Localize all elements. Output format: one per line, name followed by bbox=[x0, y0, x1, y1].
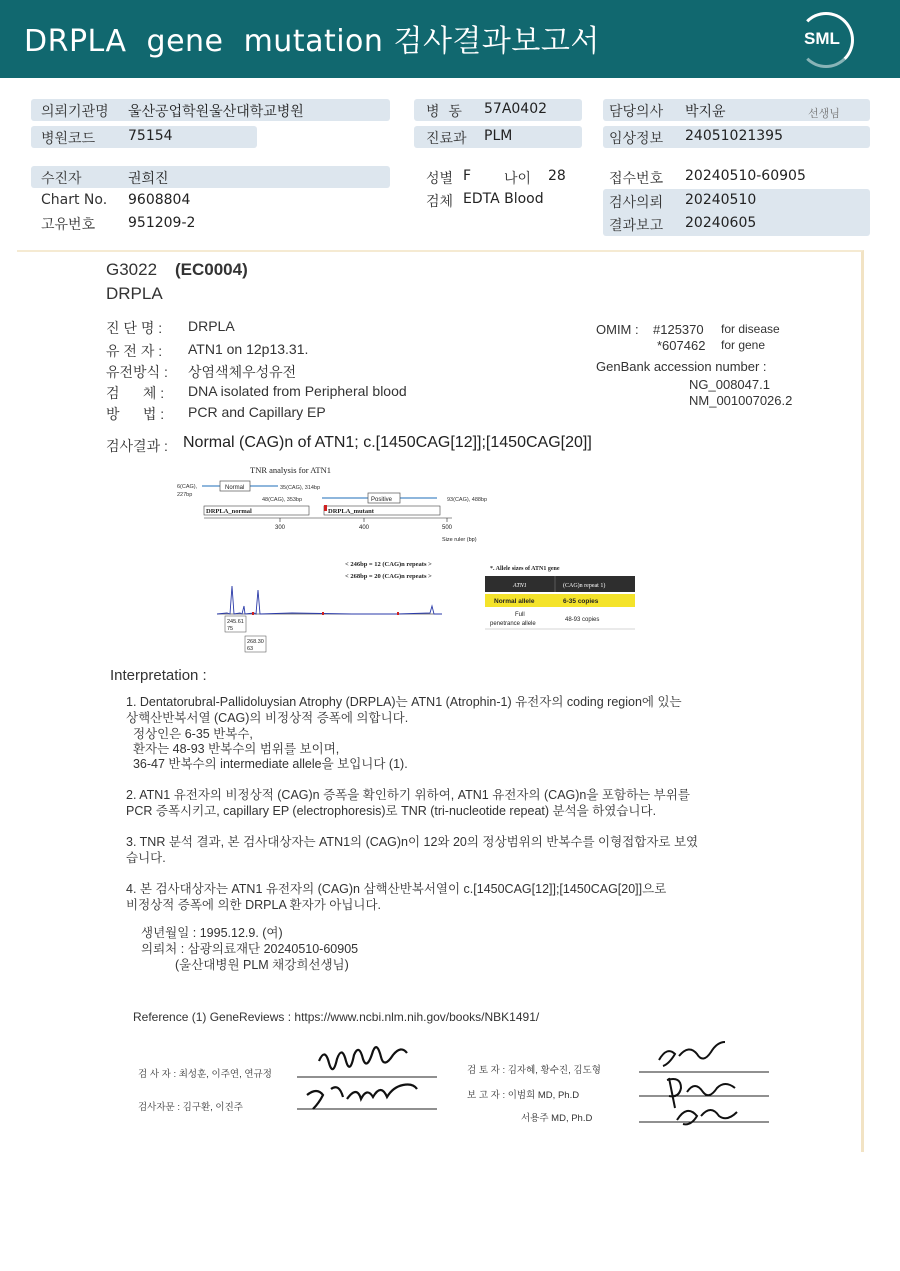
allele-table-head-2: (CAG)n repeat 1) bbox=[563, 583, 606, 589]
inheritance-label: 유전방식 : bbox=[106, 364, 168, 380]
scanned-report bbox=[17, 250, 864, 1152]
normal-allele-label: Normal allele bbox=[494, 598, 535, 605]
sex-label: 성별 bbox=[426, 171, 454, 187]
tnr-figure bbox=[172, 464, 642, 659]
reporter-signature bbox=[667, 1078, 735, 1108]
peak-2-size: 268.30 bbox=[247, 639, 264, 645]
method-label: 방 법 : bbox=[106, 406, 165, 422]
inheritance-value: 상염색체우성유전 bbox=[188, 364, 297, 380]
normal-allele-value: 6-35 copies bbox=[563, 598, 599, 605]
ward-label: 병 동 bbox=[426, 104, 462, 120]
interp-line-5: 36-47 반복수의 intermediate allele을 보입니다 (1). bbox=[126, 757, 408, 771]
requester-label: 의뢰기관명 bbox=[41, 104, 109, 120]
request-date-value: 20240510 bbox=[685, 192, 757, 208]
allele-table-head bbox=[485, 576, 635, 592]
specimen-label: 검체 bbox=[426, 194, 454, 210]
gene-value: ATN1 on 12p13.31. bbox=[188, 341, 309, 357]
genbank-ng: NG_008047.1 bbox=[689, 377, 770, 392]
method-value: PCR and Capillary EP bbox=[188, 404, 326, 420]
reporter-2: 서용주 MD, Ph.D bbox=[521, 1113, 593, 1124]
genbank-label: GenBank accession number : bbox=[596, 359, 767, 374]
allele-table-head-1: ATN1 bbox=[513, 583, 527, 589]
report-date-value: 20240605 bbox=[685, 215, 757, 231]
full-allele-label-1: Full bbox=[515, 612, 525, 618]
omim-disease-desc: for disease bbox=[721, 322, 780, 336]
tester-signatures bbox=[297, 1037, 457, 1117]
tick-500: 500 bbox=[442, 525, 453, 531]
interp-line-6: 2. ATN1 유전자의 비정상적 (CAG)n 증폭을 확인하기 위하여, ATN1 유전자의 (CAG)n을 포함하는 부위를 bbox=[126, 788, 690, 802]
page-header bbox=[0, 0, 900, 78]
receipt-value: 20240510-60905 bbox=[685, 168, 806, 184]
referrer: 의뢰처 : 삼광의료재단 20240510-60905 bbox=[141, 942, 359, 956]
omim-label: OMIM : bbox=[596, 322, 639, 337]
interp-line-11: 비정상적 증폭에 의한 DRPLA 환자가 아닙니다. bbox=[126, 898, 382, 912]
interp-line-1: 1. Dentatorubral-Pallidoluysian Atrophy (DRPLA)는 ATN1 (Atrophin-1) 유전자의 coding region에 있는 bbox=[126, 695, 682, 709]
reviewer: 검 토 자 : 김자혜, 황수진, 김도형 bbox=[467, 1065, 601, 1076]
reference: Reference (1) GeneReviews : https://www.ncbi.nlm.nih.gov/books/NBK1491/ bbox=[133, 1010, 540, 1024]
hospital-code-label: 병원코드 bbox=[41, 131, 96, 147]
tick-300: 300 bbox=[275, 525, 286, 531]
interp-line-7: PCR 증폭시키고, capillary EP (electrophoresis)로 TNR (tri-nucleotide repeat) 분석을 하였습니다. bbox=[126, 804, 657, 818]
diagnosis-label: 진 단 명 : bbox=[106, 320, 163, 336]
department-value: PLM bbox=[484, 128, 513, 144]
test-code-2: (EC0004) bbox=[175, 260, 248, 279]
result-value: Normal (CAG)n of ATN1; c.[1450CAG[12]];[1450CAG[20]] bbox=[183, 434, 592, 451]
trace-marker-3 bbox=[397, 612, 399, 615]
report-title: DRPLA gene mutation 검사결과보고서 bbox=[24, 24, 600, 59]
chart-label: Chart No. bbox=[41, 192, 108, 208]
interp-line-10: 4. 본 검사대상자는 ATN1 유전자의 (CAG)n 삼핵산반복서열이 c.[1450CAG[12]];[1450CAG[20]]으로 bbox=[126, 882, 667, 896]
peak-2-height: 63 bbox=[247, 646, 254, 652]
trace-marker-1 bbox=[252, 612, 254, 615]
interp-line-9: 습니다. bbox=[126, 851, 166, 865]
allele-table-title: *. Allele sizes of ATN1 gene bbox=[490, 566, 560, 572]
doctor-value: 박지윤 bbox=[685, 104, 726, 120]
omim-disease: #125370 bbox=[653, 322, 704, 337]
requester-value: 울산공업학원울산대학교병원 bbox=[128, 104, 304, 120]
receipt-label: 접수번호 bbox=[609, 171, 664, 187]
interpretation-title: Interpretation : bbox=[110, 667, 207, 684]
consultant: 검사자문 : 김구환, 이진주 bbox=[138, 1102, 243, 1113]
sml-logo bbox=[798, 12, 854, 66]
diagnosis-value: DRPLA bbox=[188, 318, 235, 334]
gene-label: 유 전 자 : bbox=[106, 343, 163, 359]
doctor-suffix: 선생님 bbox=[808, 107, 840, 120]
trace-line bbox=[217, 586, 442, 614]
omim-gene-desc: for gene bbox=[721, 338, 766, 352]
hospital-code-value: 75154 bbox=[128, 128, 173, 144]
normal-end-label: 35(CAG), 314bp bbox=[280, 485, 321, 491]
repeat-note-2: < 268bp = 20 (CAG)n repeats > bbox=[345, 573, 432, 580]
interp-line-2: 상핵산반복서열 (CAG)의 비정상적 증폭에 의합니다. bbox=[126, 711, 409, 725]
ward-value: 57A0402 bbox=[484, 101, 548, 117]
clinical-value: 24051021395 bbox=[685, 128, 783, 144]
left-label-1: 6(CAG), bbox=[177, 484, 198, 490]
referrer-detail: (울산대병원 PLM 채강희선생님) bbox=[175, 958, 349, 972]
peak-1-size: 245.61 bbox=[227, 619, 244, 625]
birth-date: 생년월일 : 1995.12.9. (여) bbox=[141, 926, 283, 940]
peak-1-height: 75 bbox=[227, 626, 234, 632]
test-name: DRPLA bbox=[106, 284, 163, 303]
report-date-label: 결과보고 bbox=[609, 218, 664, 234]
age-value: 28 bbox=[548, 168, 566, 184]
repeat-note-1: < 246bp = 12 (CAG)n repeats > bbox=[345, 561, 432, 568]
tester: 검 사 자 : 최성훈, 이주연, 연규정 bbox=[138, 1069, 272, 1080]
clinical-label: 임상정보 bbox=[609, 131, 664, 147]
positive-start-label: 48(CAG), 353bp bbox=[262, 497, 303, 503]
department-label: 진료과 bbox=[426, 131, 467, 147]
tnr-title: TNR analysis for ATN1 bbox=[250, 465, 331, 475]
specimen-label: 검 체 : bbox=[106, 385, 165, 401]
tick-400: 400 bbox=[359, 525, 370, 531]
tester-signature bbox=[319, 1047, 407, 1069]
mutant-marker bbox=[324, 505, 327, 511]
trace-marker-2 bbox=[322, 612, 324, 615]
interp-line-3: 정상인은 6-35 반복수, bbox=[126, 727, 253, 741]
sex-value: F bbox=[463, 168, 472, 184]
consultant-signature bbox=[307, 1085, 417, 1110]
specimen-value: DNA isolated from Peripheral blood bbox=[188, 383, 407, 399]
interp-line-8: 3. TNR 분석 결과, 본 검사대상자는 ATN1의 (CAG)n이 12와 20의 정상범위의 반복수를 이형접합자로 보였 bbox=[126, 835, 699, 849]
mutant-bar-label: DRPLA_mutant bbox=[328, 508, 374, 515]
doctor-label: 담당의사 bbox=[609, 104, 664, 120]
normal-bar-label: DRPLA_normal bbox=[206, 508, 252, 515]
specimen-value: EDTA Blood bbox=[463, 191, 544, 207]
reporter: 보 고 자 : 이범희 MD, Ph.D bbox=[467, 1090, 580, 1101]
size-ruler-label: Size ruler (bp) bbox=[442, 537, 477, 543]
patient-bar bbox=[31, 166, 390, 188]
positive-box-label: Positive bbox=[371, 497, 393, 503]
full-allele-label-2: penetrance allele bbox=[490, 621, 536, 627]
genbank-nm: NM_001007026.2 bbox=[689, 393, 793, 408]
left-label-2: 227bp bbox=[177, 492, 193, 498]
interp-line-4: 환자는 48-93 반복수의 범위를 보이며, bbox=[126, 742, 340, 756]
test-code: G3022 bbox=[106, 260, 158, 279]
logo-text: SML bbox=[804, 29, 840, 48]
patient-label: 수진자 bbox=[41, 171, 82, 187]
id-value: 951209-2 bbox=[128, 215, 196, 231]
normal-box-label: Normal bbox=[225, 485, 245, 491]
patient-value: 권희진 bbox=[128, 171, 169, 187]
omim-gene: *607462 bbox=[657, 338, 706, 353]
full-allele-value: 48-93 copies bbox=[565, 617, 600, 623]
id-label: 고유번호 bbox=[41, 217, 96, 233]
age-label: 나이 bbox=[504, 171, 532, 187]
reviewer-signature bbox=[659, 1042, 725, 1066]
request-date-label: 검사의뢰 bbox=[609, 195, 664, 211]
chart-value: 9608804 bbox=[128, 192, 191, 208]
result-label: 검사결과 : bbox=[106, 438, 168, 454]
reviewer-signatures bbox=[629, 1032, 789, 1132]
positive-end-label: 93(CAG), 488bp bbox=[447, 497, 488, 503]
